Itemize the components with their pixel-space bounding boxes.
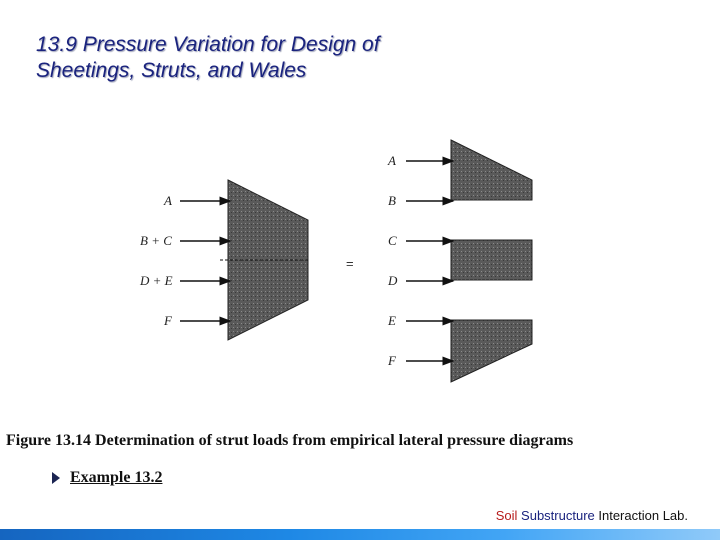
left-label-a: A (164, 193, 172, 208)
right-label-e: E (388, 313, 396, 328)
left-label-bc: B + C (140, 233, 172, 248)
lab-name-rest: Interaction Lab. (598, 508, 688, 523)
lab-name (496, 508, 688, 523)
left-label-f: F (164, 313, 172, 328)
segment-diagram-ef (451, 320, 532, 382)
right-label-b: B (388, 193, 396, 208)
slide-title-line-1: 13.9 Pressure Variation for Design of (36, 33, 380, 56)
segment-diagram-cd (451, 240, 532, 280)
example-link[interactable]: Example 13.2 (70, 469, 163, 486)
right-label-f: F (388, 353, 396, 368)
right-label-a: A (388, 153, 396, 168)
strut-load-diagram (120, 130, 600, 400)
right-label-d: D (388, 273, 398, 288)
lab-name-word-2: Substructure (521, 508, 595, 523)
example-bullet-item (52, 469, 162, 487)
footer-bar (0, 529, 720, 540)
segment-diagram-ab (451, 140, 532, 200)
slide-title (36, 32, 380, 84)
strut-load-figure (120, 130, 600, 400)
slide-title-line-2: Sheetings, Struts, and Wales (36, 59, 307, 82)
figure-caption: Figure 13.14 Determination of strut loads from empirical lateral pressure diagrams (6, 432, 574, 449)
right-label-c: C (388, 233, 397, 248)
lab-name-word-1: Soil (495, 508, 518, 523)
equals-sign: = (346, 256, 354, 271)
left-label-de: D + E (140, 273, 173, 288)
play-triangle-icon (52, 472, 60, 484)
